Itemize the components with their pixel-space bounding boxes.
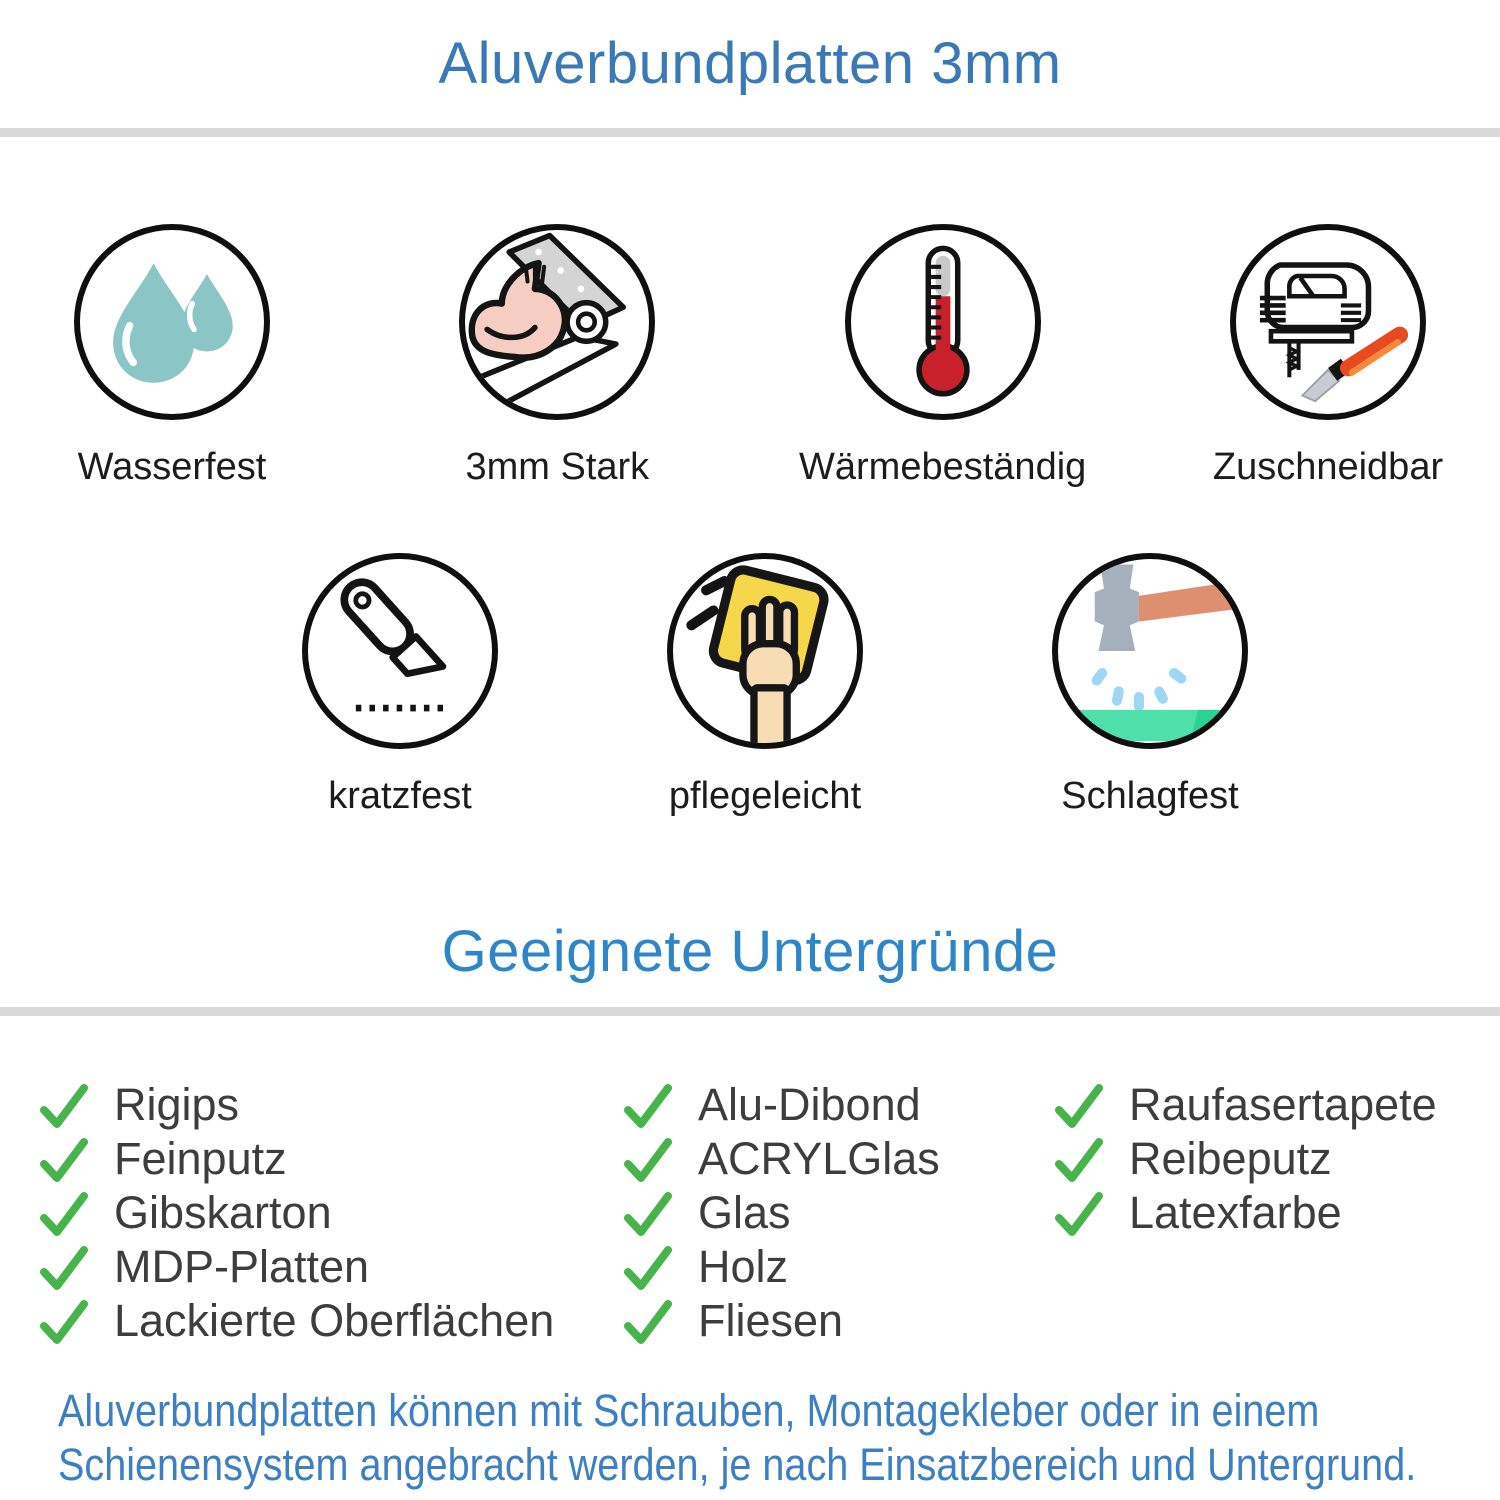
- substrate-label: Glas: [698, 1187, 791, 1238]
- muscle-arm-panel-icon: [459, 224, 655, 420]
- substrate-label: Lackierte Oberflächen: [114, 1295, 555, 1346]
- mounting-note-line1: Aluverbundplatten können mit Schrauben, Montagekleber oder in einem: [58, 1385, 1320, 1436]
- substrate-column-3: [1053, 1078, 1437, 1240]
- wiping-hand-cloth-icon: [667, 553, 863, 749]
- checkmark-icon: [38, 1296, 88, 1346]
- thermometer-icon: [845, 224, 1041, 420]
- list-item: [622, 1078, 940, 1132]
- checkmark-icon: [622, 1242, 672, 1292]
- section-title: Geeignete Untergründe: [441, 919, 1059, 984]
- divider-top: [0, 128, 1500, 137]
- feature-kratzfest: [250, 553, 550, 818]
- checkmark-icon: [622, 1296, 672, 1346]
- substrate-label: Reibeputz: [1129, 1133, 1332, 1184]
- list-item: [1053, 1132, 1437, 1186]
- substrate-label: Raufasertapete: [1129, 1079, 1437, 1130]
- substrate-column-1: [38, 1078, 554, 1348]
- substrate-label: Rigips: [114, 1079, 240, 1130]
- list-item: [38, 1186, 554, 1240]
- list-item: [622, 1294, 940, 1348]
- page-title: Aluverbundplatten 3mm: [438, 31, 1062, 96]
- checkmark-icon: [622, 1134, 672, 1184]
- jigsaw-cutter-icon: [1230, 224, 1426, 420]
- feature-label: Schlagfest: [1061, 775, 1239, 817]
- list-item: [38, 1294, 554, 1348]
- checkmark-icon: [38, 1242, 88, 1292]
- utility-knife-icon: [302, 553, 498, 749]
- substrate-label: Fliesen: [698, 1295, 844, 1346]
- checkmark-icon: [622, 1188, 672, 1238]
- feature-3mm-stark: [407, 224, 707, 489]
- substrate-label: ACRYLGlas: [698, 1133, 940, 1184]
- list-item: [622, 1240, 940, 1294]
- checkmark-icon: [38, 1188, 88, 1238]
- checkmark-icon: [38, 1080, 88, 1130]
- feature-schlagfest: [1000, 553, 1300, 818]
- mounting-note: [58, 1384, 1416, 1492]
- list-item: [38, 1078, 554, 1132]
- substrate-label: Feinputz: [114, 1133, 287, 1184]
- feature-pflegeleicht: [615, 553, 915, 818]
- list-item: [1053, 1186, 1437, 1240]
- list-item: [38, 1240, 554, 1294]
- substrate-label: Gibskarton: [114, 1187, 332, 1238]
- checkmark-icon: [38, 1134, 88, 1184]
- divider-middle: [0, 1007, 1500, 1016]
- feature-label: kratzfest: [328, 775, 472, 817]
- feature-zuschneidbar: [1178, 224, 1478, 489]
- mounting-note-line2: Schienensystem angebracht werden, je nach Einsatzbereich und Untergrund.: [58, 1439, 1417, 1490]
- feature-waermebestaendig: [793, 224, 1093, 489]
- list-item: [622, 1132, 940, 1186]
- feature-wasserfest: [22, 224, 322, 489]
- hammer-impact-icon: [1052, 553, 1248, 749]
- substrate-label: MDP-Platten: [114, 1241, 370, 1292]
- feature-label: 3mm Stark: [465, 446, 650, 488]
- substrate-label: Holz: [698, 1241, 789, 1292]
- checkmark-icon: [1053, 1080, 1103, 1130]
- feature-label: pflegeleicht: [668, 775, 862, 817]
- list-item: [38, 1132, 554, 1186]
- list-item: [622, 1186, 940, 1240]
- substrate-label: Latexfarbe: [1129, 1187, 1342, 1238]
- list-item: [1053, 1078, 1437, 1132]
- feature-label: Wasserfest: [77, 446, 267, 488]
- substrate-label: Alu-Dibond: [698, 1079, 921, 1130]
- feature-label: Wärmebeständig: [799, 446, 1087, 488]
- substrate-column-2: [622, 1078, 940, 1348]
- checkmark-icon: [1053, 1134, 1103, 1184]
- feature-row-1: [0, 224, 1500, 489]
- water-drops-icon: [74, 224, 270, 420]
- feature-label: Zuschneidbar: [1212, 446, 1444, 488]
- checkmark-icon: [622, 1080, 672, 1130]
- checkmark-icon: [1053, 1188, 1103, 1238]
